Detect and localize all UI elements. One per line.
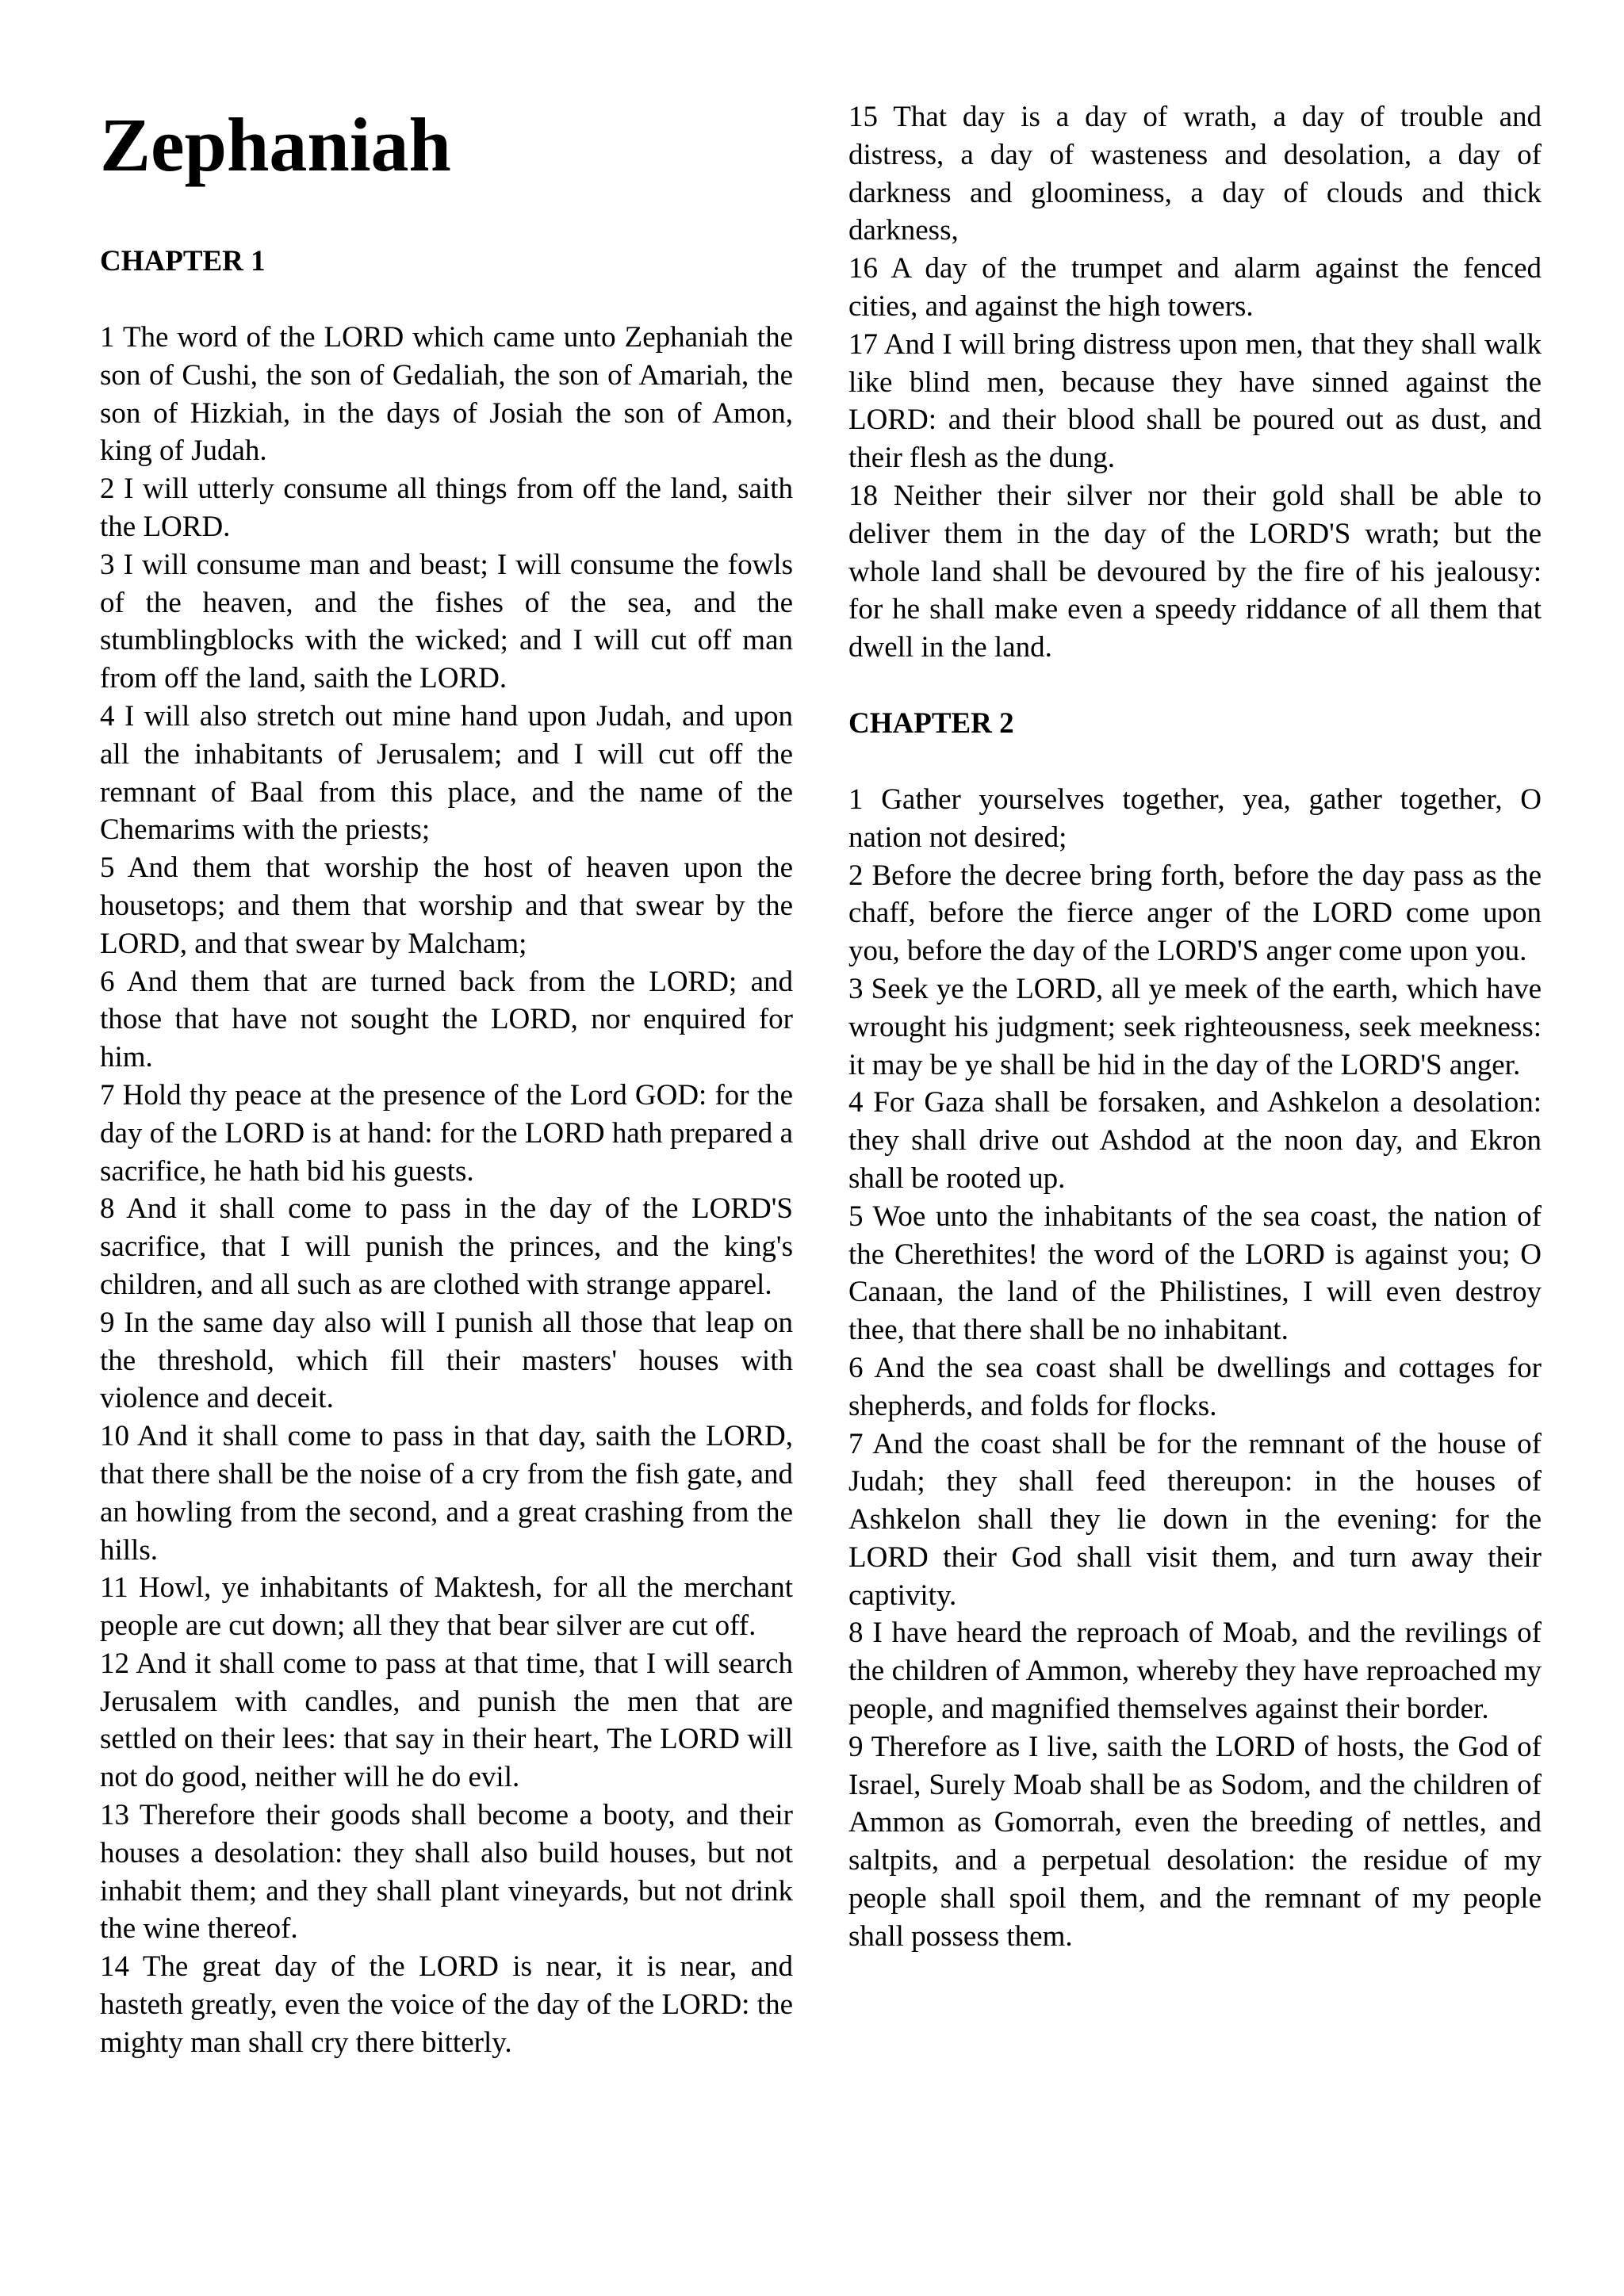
book-title: Zephaniah <box>100 102 451 187</box>
verse-1-1: 1 The word of the LORD which came unto Zephaniah the son of Cushi, the son of Gedaliah, the son of Amariah, the son of Hizkiah, in the days of Josiah the son of Amon, king of Judah. <box>100 321 793 468</box>
verse-1-12: 12 And it shall come to pass at that time, that I will search Jerusalem with candles, and punish the men that are settled on their lees: that say in their heart, The LORD will not do good, neither will he do evil. <box>100 1647 793 1794</box>
verse-2-7: 7 And the coast shall be for the remnant of the house of Judah; they shall feed thereupon: in the houses of Ashkelon shall they lie down in the evening: for the LORD their God shall visit them, and turn away their captivity. <box>848 1427 1542 1612</box>
verse-1-7: 7 Hold thy peace at the presence of the Lord GOD: for the day of the LORD is at hand: for the LORD hath prepared a sacrifice, he hath bid his guests. <box>100 1078 793 1188</box>
verse-1-17: 17 And I will bring distress upon men, that they shall walk like blind men, because they have sinned against the LORD: and their blood shall be poured out as dust, and their flesh as the dung. <box>848 327 1542 475</box>
verse-1-10: 10 And it shall come to pass in that day, saith the LORD, that there shall be the noise of a cry from the fish gate, and an howling from the second, and a great crashing from the hills. <box>100 1420 793 1567</box>
left-column <box>100 101 793 2062</box>
verse-1-2: 2 I will utterly consume all things from off the land, saith the LORD. <box>100 473 793 543</box>
verse-1-16: 16 A day of the trumpet and alarm against the fenced cities, and against the high towers. <box>848 252 1542 323</box>
verse-2-3: 3 Seek ye the LORD, all ye meek of the earth, which have wrought his judgment; seek righteousness, seek meekness: it may be ye shall be hid in the day of the LORD'S anger. <box>848 972 1542 1081</box>
verse-2-5: 5 Woe unto the inhabitants of the sea coast, the nation of the Cherethites! the word of the LORD is against you; O Canaan, the land of the Philistines, I will even destroy thee, that there shall be no inhabitant. <box>848 1200 1542 1347</box>
verse-1-9: 9 In the same day also will I punish all those that leap on the threshold, which fill their masters' houses with violence and deceit. <box>100 1306 793 1415</box>
verse-2-2: 2 Before the decree bring forth, before the day pass as the chaff, before the fierce anger of the LORD come upon you, before the day of the LORD'S anger come upon you. <box>848 859 1542 968</box>
verse-1-14: 14 The great day of the LORD is near, it is near, and hasteth greatly, even the voice of the day of the LORD: the mighty man shall cry there bitterly. <box>100 1950 793 2059</box>
verse-1-6: 6 And them that are turned back from the LORD; and those that have not sought the LORD, nor enquired for him. <box>100 965 793 1074</box>
verse-1-13: 13 Therefore their goods shall become a booty, and their houses a desolation: they shall also build houses, but not inhabit them; and they shall plant vineyards, but not drink the wine thereof. <box>100 1799 793 1946</box>
right-column <box>848 98 1542 1956</box>
verse-1-18: 18 Neither their silver nor their gold shall be able to deliver them in the day of the LORD'S wrath; but the whole land shall be devoured by the fire of his jealousy: for he shall make even a speedy riddance of all them that dwell in the land. <box>848 479 1542 664</box>
verse-1-15: 15 That day is a day of wrath, a day of trouble and distress, a day of wasteness and desolation, a day of darkness and gloominess, a day of clouds and thick darkness, <box>848 101 1542 247</box>
verse-1-4: 4 I will also stretch out mine hand upon Judah, and upon all the inhabitants of Jerusalem; and I will cut off the remnant of Baal from this place, and the name of the Chemarims with the priests; <box>100 699 793 847</box>
chapter-2-heading: CHAPTER 2 <box>848 706 1014 740</box>
verse-2-1: 1 Gather yourselves together, yea, gather together, O nation not desired; <box>848 783 1542 854</box>
verse-1-3: 3 I will consume man and beast; I will consume the fowls of the heaven, and the fishes of the sea, and the stumblingblocks with the wicked; and I will cut off man from off the land, saith the LORD. <box>100 548 793 695</box>
verse-1-5: 5 And them that worship the host of heaven upon the housetops; and them that worship and that swear by the LORD, and that swear by Malcham; <box>100 851 793 960</box>
verse-2-4: 4 For Gaza shall be forsaken, and Ashkelon a desolation: they shall drive out Ashdod at the noon day, and Ekron shall be rooted up. <box>848 1086 1542 1195</box>
verse-1-11: 11 Howl, ye inhabitants of Maktesh, for all the merchant people are cut down; all they that bear silver are cut off. <box>100 1571 793 1643</box>
chapter-1-heading: CHAPTER 1 <box>100 245 266 277</box>
verse-1-8: 8 And it shall come to pass in the day of the LORD'S sacrifice, that I will punish the princes, and the king's children, and all such as are clothed with strange apparel. <box>100 1192 793 1301</box>
verse-2-8: 8 I have heard the reproach of Moab, and the revilings of the children of Ammon, whereby they have reproached my people, and magnified themselves against their border. <box>848 1617 1542 1726</box>
verse-2-9: 9 Therefore as I live, saith the LORD of hosts, the God of Israel, Surely Moab shall be as Sodom, and the children of Ammon as Gomorrah, even the breeding of nettles, and saltpits, and a perpetual desolation: the residue of my people shall spoil them, and the remnant of my people shall possess them. <box>848 1730 1542 1953</box>
verse-2-6: 6 And the sea coast shall be dwellings and cottages for shepherds, and folds for flocks. <box>848 1351 1542 1422</box>
